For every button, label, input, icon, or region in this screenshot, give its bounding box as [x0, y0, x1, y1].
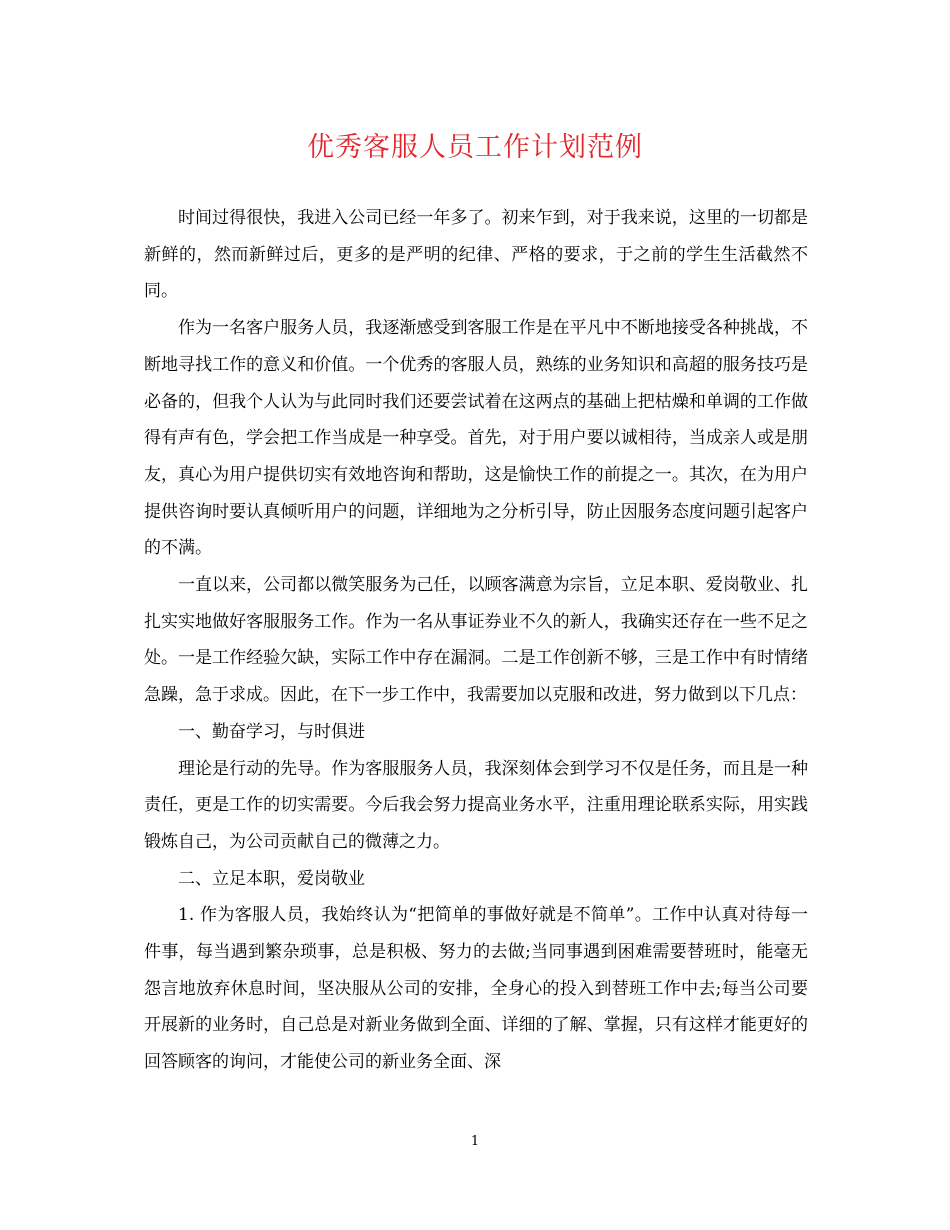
document-title: 优秀客服人员工作计划范例	[307, 132, 643, 163]
heading-section-1: 一、勤奋学习，与时俱进	[178, 721, 365, 742]
paragraph-intro: 时间过得很快，我进入公司已经一年多了。初来乍到，对于我来说，这里的一切都是新鲜的，然而新鲜过后，更多的是严明的纪律、严格的要求，于之前的学生生活截然不同。	[144, 208, 808, 302]
document-body	[144, 200, 808, 1081]
heading-section-2: 二、立足本职，爱岗敬业	[178, 868, 365, 889]
paragraph-study: 理论是行动的先导。作为客服服务人员，我深刻体会到学习不仅是任务，而且是一种责任，更是工作的切实需要。今后我会努力提高业务水平，注重用理论联系实际，用实践锻炼自己，为公司贡献自己的微薄之力。	[144, 758, 808, 852]
paragraph-role: 作为一名客户服务人员，我逐渐感受到客服工作是在平凡中不断地接受各种挑战，不断地寻找工作的意义和价值。一个优秀的客服人员，熟练的业务知识和高超的服务技巧是必备的，但我个人认为与此同时我们还要尝试着在这两点的基础上把枯燥和单调的工作做得有声有色，学会把工作当成是一种享受。首先，对于用户要以诚相待，当成亲人或是朋友，真心为用户提供切实有效地咨询和帮助，这是愉快工作的前提之一。其次，在为用户提供咨询时要认真倾听用户的问题，详细地为之分析引导，防止因服务态度问题引起客户的不满。	[144, 318, 808, 559]
page-number: 1	[470, 1134, 480, 1149]
paragraph-shortcomings: 一直以来，公司都以微笑服务为己任，以顾客满意为宗旨，立足本职、爱岗敬业、扎扎实实地做好客服服务工作。作为一名从事证券业不久的新人，我确实还存在一些不足之处。一是工作经验欠缺，实际工作中存在漏洞。二是工作创新不够，三是工作中有时情绪急躁，急于求成。因此，在下一步工作中，我需要加以克服和改进，努力做到以下几点：	[144, 575, 808, 706]
paragraph-item-1: 1. 作为客服人员，我始终认为“把简单的事做好就是不简单”。工作中认真对待每一件事，每当遇到繁杂琐事，总是积极、努力的去做;当同事遇到困难需要替班时，能毫无怨言地放弃休息时间，坚决服从公司的安排，全身心的投入到替班工作中去;每当公司要开展新的业务时，自己总是对新业务做到全面、详细的了解、掌握，只有这样才能更好的回答顾客的询问，才能使公司的新业务全面、深	[144, 905, 808, 1073]
